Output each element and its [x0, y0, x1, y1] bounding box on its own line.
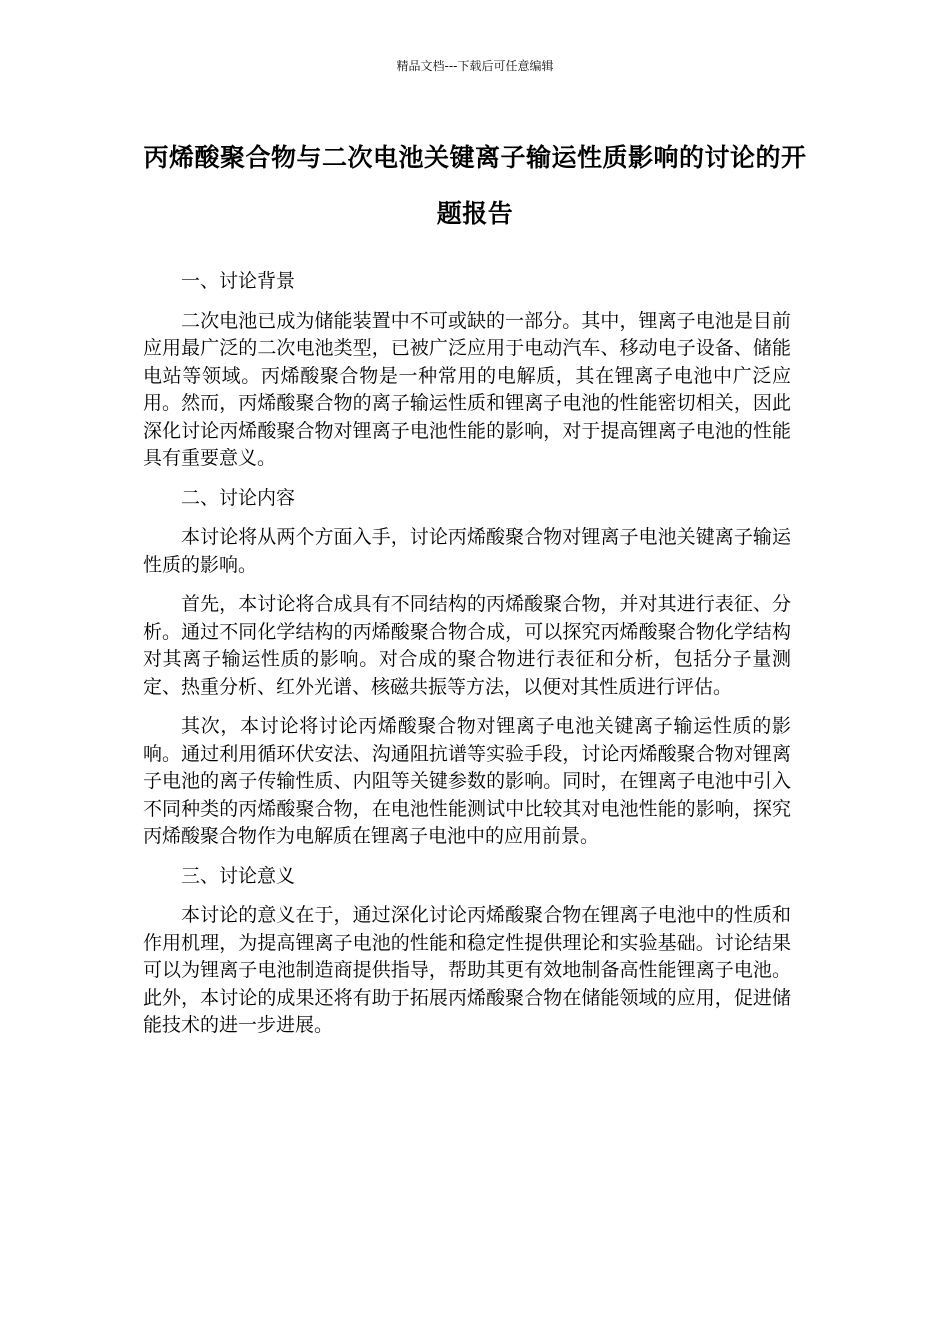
header-note: 精品文档---下载后可任意编辑	[396, 59, 554, 73]
section-significance	[143, 863, 791, 1040]
paragraph: 本讨论将从两个方面入手，讨论丙烯酸聚合物对锂离子电池关键离子输运性质的影响。	[143, 526, 791, 576]
paragraph: 二次电池已成为储能装置中不可或缺的一部分。其中，锂离子电池是目前应用最广泛的二次电池类型，已被广泛应用于电动汽车、移动电子设备、储能电站等领域。丙烯酸聚合物是一种常用的电解质，其在锂离子电池中广泛应用。然而，丙烯酸聚合物的离子输运性质和锂离子电池的性能密切相关，因此深化讨论丙烯酸聚合物对锂离子电池性能的影响，对于提高锂离子电池的性能具有重要意义。	[143, 309, 791, 469]
paragraph: 其次，本讨论将讨论丙烯酸聚合物对锂离子电池关键离子输运性质的影响。通过利用循环伏安法、沟通阻抗谱等实验手段，讨论丙烯酸聚合物对锂离子电池的离子传输性质、内阻等关键参数的影响。同时，在锂离子电池中引入不同种类的丙烯酸聚合物，在电池性能测试中比较其对电池性能的影响，探究丙烯酸聚合物作为电解质在锂离子电池中的应用前景。	[143, 715, 791, 847]
section-content	[143, 485, 791, 851]
section-heading: 一、讨论背景	[181, 270, 296, 292]
paragraph: 本讨论的意义在于，通过深化讨论丙烯酸聚合物在锂离子电池中的性质和作用机理，为提高锂离子电池的性能和稳定性提供理论和实验基础。讨论结果可以为锂离子电池制造商提供指导，帮助其更有效地制备高性能锂离子电池。此外，本讨论的成果还将有助于拓展丙烯酸聚合物在储能领域的应用，促进储能技术的进一步进展。	[143, 904, 791, 1036]
document-body	[143, 268, 791, 1052]
document-title: 丙烯酸聚合物与二次电池关键离子输运性质影响的讨论的开题报告	[143, 143, 807, 228]
section-heading: 二、讨论内容	[181, 486, 296, 509]
section-background	[143, 268, 791, 473]
section-heading: 三、讨论意义	[181, 864, 296, 887]
paragraph: 首先，本讨论将合成具有不同结构的丙烯酸聚合物，并对其进行表征、分析。通过不同化学结构的丙烯酸聚合物合成，可以探究丙烯酸聚合物化学结构对其离子输运性质的影响。对合成的聚合物进行表征和分析，包括分子量测定、热重分析、红外光谱、核磁共振等方法，以便对其性质进行评估。	[143, 593, 791, 698]
